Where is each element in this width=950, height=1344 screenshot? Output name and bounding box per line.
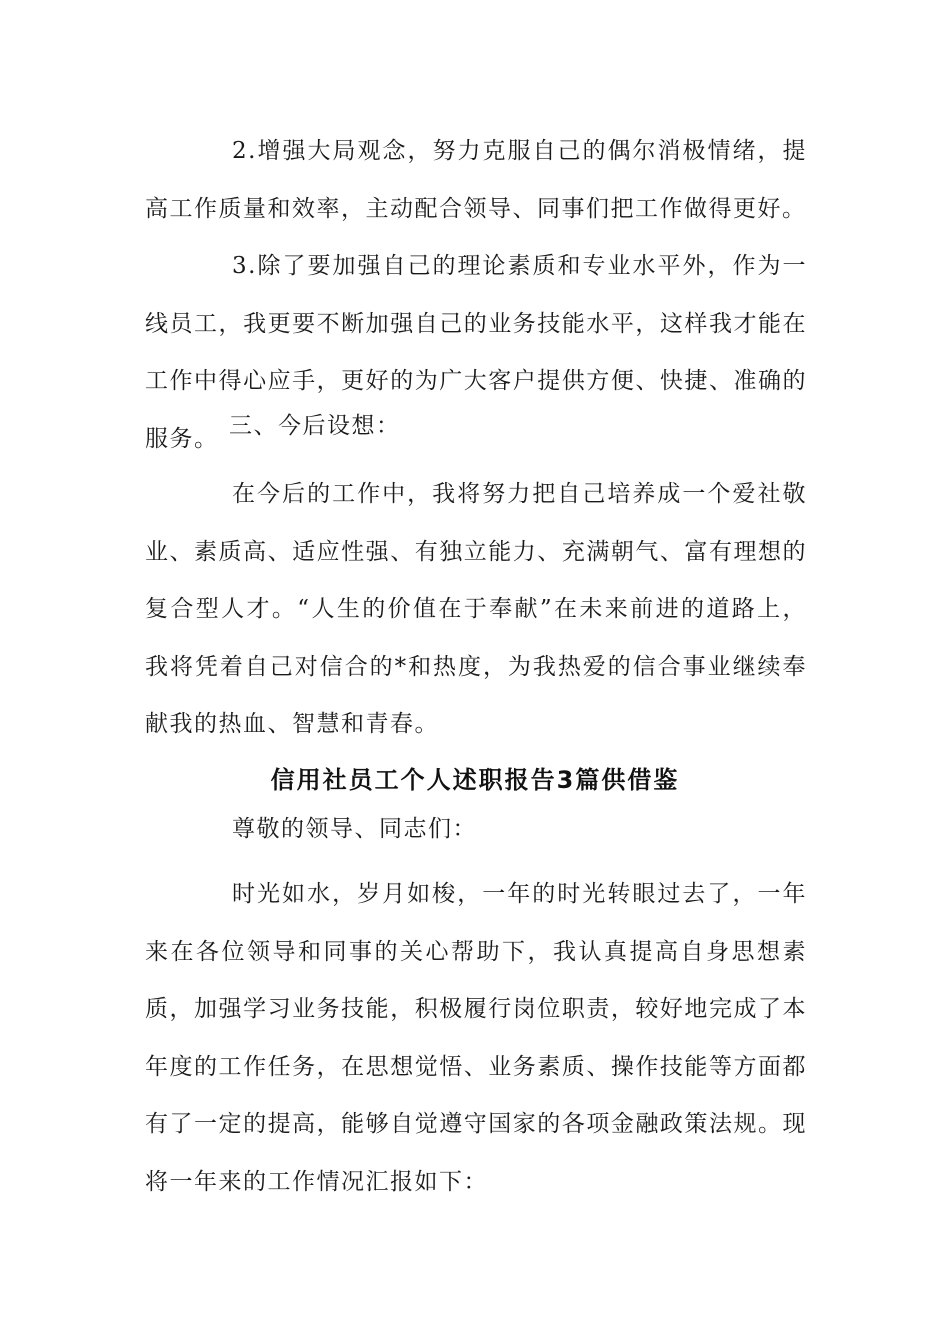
document-title: 信用社员工个人述职报告3篇供借鉴 — [270, 766, 680, 794]
paragraph-future-work: 在今后的工作中，我将努力把自己培养成一个爱社敬业、素质高、适应性强、有独立能力、充满朝气、富有理想的复合型人才。“人生的价值在于奉献”在未来前进的道路上，我将凭着自己对信合的*和热度，为我热爱的信合事业继续奉献我的热血、智慧和青春。 — [145, 481, 807, 737]
salutation: 尊敬的领导、同志们： — [232, 816, 477, 842]
paragraph-improve-overall-view: 2.增强大局观念，努力克服自己的偶尔消极情绪，提高工作质量和效率，主动配合领导、同事们把工作做得更好。 — [145, 138, 807, 222]
paragraph-strengthen-skills: 3.除了要加强自己的理论素质和专业水平外，作为一线员工，我更要不断加强自己的业务技能水平，这样我才能在工作中得心应手，更好的为广大客户提供方便、快捷、准确的服务。 — [145, 253, 807, 452]
section-heading-future-plans: 三、今后设想： — [229, 413, 401, 439]
paragraph-introduction: 时光如水，岁月如梭，一年的时光转眼过去了，一年来在各位领导和同事的关心帮助下，我认真提高自身思想素质，加强学习业务技能，积极履行岗位职责，较好地完成了本年度的工作任务，在思想觉悟、业务素质、操作技能等方面都有了一定的提高，能够自觉遵守国家的各项金融政策法规。现将一年来的工作情况汇报如下： — [145, 881, 807, 1195]
